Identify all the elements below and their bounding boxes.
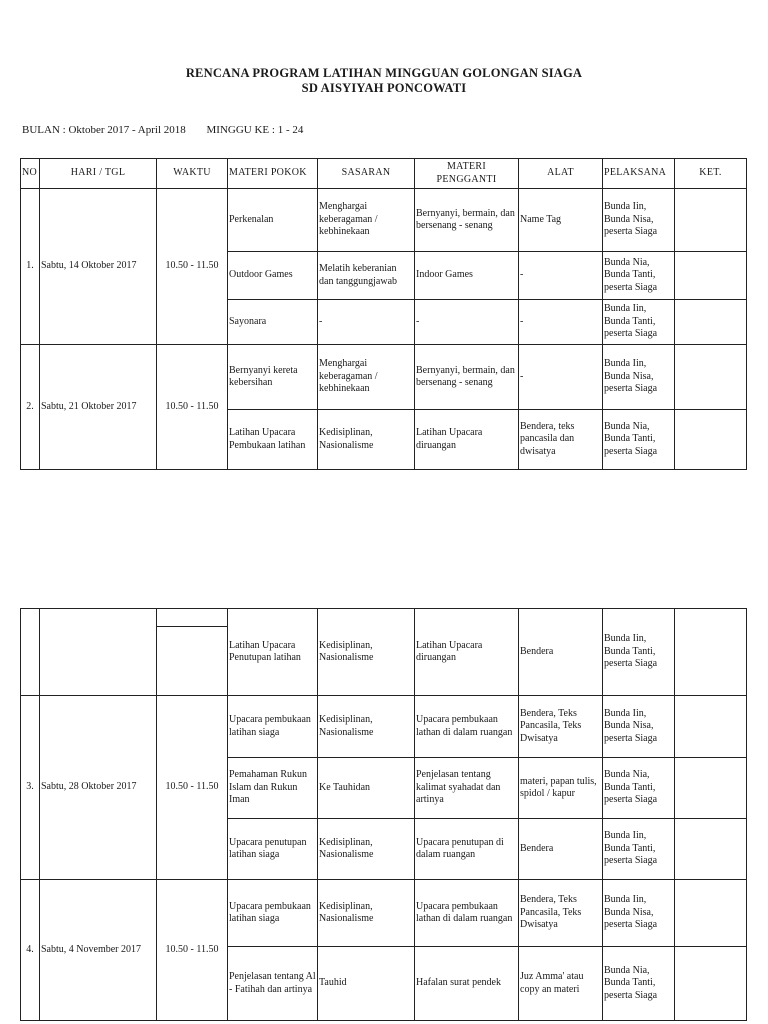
sasaran-cell: - xyxy=(318,300,415,345)
sasaran-cell: Kedisiplinan, Nasionalisme xyxy=(318,696,415,758)
time-cell: 10.50 - 11.50 xyxy=(157,880,228,1021)
pelaksana-cell: Bunda Iin, Bunda Tanti, peserta Siaga xyxy=(603,300,675,345)
alat-cell: Juz Amma' atau copy an materi xyxy=(519,947,603,1021)
ket-cell xyxy=(675,300,747,345)
alat-cell: - xyxy=(519,252,603,300)
sasaran-cell: Kedisiplinan, Nasionalisme xyxy=(318,819,415,880)
pelaksana-cell: Bunda Iin, Bunda Tanti, peserta Siaga xyxy=(603,609,675,696)
pelaksana-cell: Bunda Iin, Bunda Nisa, peserta Siaga xyxy=(603,189,675,252)
materi-pokok-cell: Penjelasan tentang Al - Fatihah dan artinya xyxy=(228,947,318,1021)
header-alat: ALAT xyxy=(519,159,603,189)
ket-cell xyxy=(675,252,747,300)
alat-cell: Name Tag xyxy=(519,189,603,252)
alat-cell: - xyxy=(519,345,603,410)
sasaran-cell: Menghargai keberagaman / kebhinekaan xyxy=(318,345,415,410)
pelaksana-cell: Bunda Nia, Bunda Tanti, peserta Siaga xyxy=(603,947,675,1021)
header-materi-pengganti: MATERI PENGGANTI xyxy=(415,159,519,189)
materi-pokok-cell: Perkenalan xyxy=(228,189,318,252)
row-number: 1. xyxy=(21,189,40,345)
materi-pengganti-cell: Latihan Upacara diruangan xyxy=(415,410,519,470)
ket-cell xyxy=(675,345,747,410)
header-no: NO xyxy=(21,159,40,189)
table-row xyxy=(21,345,747,410)
pelaksana-cell: Bunda Iin, Bunda Nisa, peserta Siaga xyxy=(603,345,675,410)
school-name: SD AISYIYAH PONCOWATI xyxy=(301,81,467,95)
alat-cell: Bendera, teks pancasila dan dwisatya xyxy=(519,410,603,470)
pelaksana-cell: Bunda Iin, Bunda Nisa, peserta Siaga xyxy=(603,696,675,758)
sasaran-cell: Kedisiplinan, Nasionalisme xyxy=(318,410,415,470)
materi-pengganti-cell: Bernyanyi, bermain, dan bersenang - senang xyxy=(415,189,519,252)
sasaran-cell: Kedisiplinan, Nasionalisme xyxy=(318,609,415,696)
table-header-row xyxy=(21,159,747,189)
date-cell: Sabtu, 4 November 2017 xyxy=(40,880,157,1021)
sasaran-cell: Menghargai keberagaman / kebhinekaan xyxy=(318,189,415,252)
time-cell xyxy=(157,627,228,696)
alat-cell: - xyxy=(519,300,603,345)
alat-cell: materi, papan tulis, spidol / kapur xyxy=(519,758,603,819)
time-cell: 10.50 - 11.50 xyxy=(157,696,228,880)
materi-pengganti-cell: Hafalan surat pendek xyxy=(415,947,519,1021)
table-row xyxy=(21,880,747,947)
minggu-label: MINGGU KE : 1 - 24 xyxy=(206,124,304,136)
table-row xyxy=(21,189,747,252)
materi-pokok-cell: Upacara pembukaan latihan siaga xyxy=(228,880,318,947)
schedule-table-1 xyxy=(20,158,747,470)
materi-pokok-cell: Sayonara xyxy=(228,300,318,345)
materi-pokok-cell: Latihan Upacara Pembukaan latihan xyxy=(228,410,318,470)
time-cell: 10.50 - 11.50 xyxy=(157,345,228,470)
period-info xyxy=(22,124,303,136)
header-pelaksana: PELAKSANA xyxy=(603,159,675,189)
sasaran-cell: Tauhid xyxy=(318,947,415,1021)
continuation-row xyxy=(21,609,747,627)
date-cell xyxy=(40,609,157,696)
pelaksana-cell: Bunda Iin, Bunda Nisa, peserta Siaga xyxy=(603,880,675,947)
header-materi-pokok: MATERI POKOK xyxy=(228,159,318,189)
alat-cell: Bendera, Teks Pancasila, Teks Dwisatya xyxy=(519,696,603,758)
pelaksana-cell: Bunda Iin, Bunda Tanti, peserta Siaga xyxy=(603,819,675,880)
ket-cell xyxy=(675,819,747,880)
date-cell: Sabtu, 21 Oktober 2017 xyxy=(40,345,157,470)
materi-pengganti-cell: Upacara pembukaan lathan di dalam ruangan xyxy=(415,696,519,758)
alat-cell: Bendera xyxy=(519,609,603,696)
row-number: 3. xyxy=(21,696,40,880)
materi-pengganti-cell: Latihan Upacara diruangan xyxy=(415,609,519,696)
ket-cell xyxy=(675,758,747,819)
pelaksana-cell: Bunda Nia, Bunda Tanti, peserta Siaga xyxy=(603,758,675,819)
materi-pokok-cell: Bernyanyi kereta kebersihan xyxy=(228,345,318,410)
materi-pokok-cell: Pemahaman Rukun Islam dan Rukun Iman xyxy=(228,758,318,819)
sasaran-cell: Melatih keberanian dan tanggungjawab xyxy=(318,252,415,300)
alat-cell: Bendera, Teks Pancasila, Teks Dwisatya xyxy=(519,880,603,947)
materi-pengganti-cell: Indoor Games xyxy=(415,252,519,300)
row-number xyxy=(21,609,40,696)
schedule-table-2 xyxy=(20,608,747,1021)
time-cell xyxy=(157,609,228,627)
date-cell: Sabtu, 28 Oktober 2017 xyxy=(40,696,157,880)
materi-pengganti-cell: - xyxy=(415,300,519,345)
pelaksana-cell: Bunda Nia, Bunda Tanti, peserta Siaga xyxy=(603,410,675,470)
table-row xyxy=(21,696,747,758)
bulan-label: BULAN : Oktober 2017 - April 2018 xyxy=(22,124,186,136)
sasaran-cell: Kedisiplinan, Nasionalisme xyxy=(318,880,415,947)
header-waktu: WAKTU xyxy=(157,159,228,189)
ket-cell xyxy=(675,189,747,252)
document-title: RENCANA PROGRAM LATIHAN MINGGUAN GOLONGAN SIAGA xyxy=(185,66,583,80)
ket-cell xyxy=(675,947,747,1021)
time-cell: 10.50 - 11.50 xyxy=(157,189,228,345)
materi-pokok-cell: Latihan Upacara Penutupan latihan xyxy=(228,609,318,696)
sasaran-cell: Ke Tauhidan xyxy=(318,758,415,819)
ket-cell xyxy=(675,410,747,470)
ket-cell xyxy=(675,609,747,696)
materi-pengganti-cell: Penjelasan tentang kalimat syahadat dan artinya xyxy=(415,758,519,819)
row-number: 2. xyxy=(21,345,40,470)
header-ket: KET. xyxy=(675,159,747,189)
date-cell: Sabtu, 14 Oktober 2017 xyxy=(40,189,157,345)
materi-pengganti-cell: Bernyanyi, bermain, dan bersenang - senang xyxy=(415,345,519,410)
alat-cell: Bendera xyxy=(519,819,603,880)
row-number: 4. xyxy=(21,880,40,1021)
materi-pokok-cell: Outdoor Games xyxy=(228,252,318,300)
materi-pokok-cell: Upacara pembukaan latihan siaga xyxy=(228,696,318,758)
pelaksana-cell: Bunda Nia, Bunda Tanti, peserta Siaga xyxy=(603,252,675,300)
materi-pengganti-cell: Upacara penutupan di dalam ruangan xyxy=(415,819,519,880)
header-sasaran: SASARAN xyxy=(318,159,415,189)
ket-cell xyxy=(675,696,747,758)
materi-pengganti-cell: Upacara pembukaan lathan di dalam ruangan xyxy=(415,880,519,947)
materi-pokok-cell: Upacara penutupan latihan siaga xyxy=(228,819,318,880)
header-hari: HARI / TGL xyxy=(40,159,157,189)
ket-cell xyxy=(675,880,747,947)
